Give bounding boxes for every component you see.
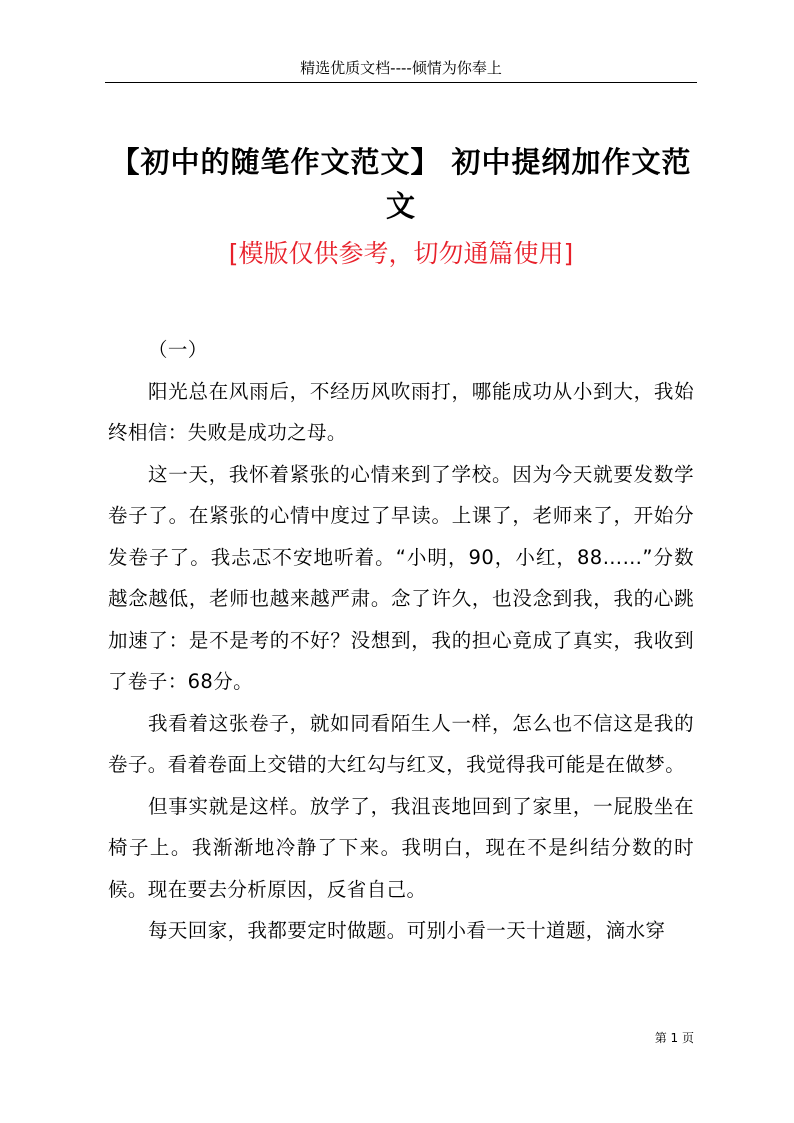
section-heading: （一） (148, 338, 208, 361)
document-body (108, 329, 694, 952)
page-number: 第 1 页 (654, 1031, 694, 1045)
document-title: 【初中的随笔作文范文】 初中提纲加作文范文 (110, 145, 692, 223)
body-paragraph: 但事实就是这样。放学了，我沮丧地回到了家里，一屁股坐在椅子上。我渐渐地冷静了下来。我明白，现在不是纠结分数的时候。现在要去分析原因，反省自己。 (108, 794, 694, 901)
body-paragraph: 阳光总在风雨后，不经历风吹雨打，哪能成功从小到大，我始终相信：失败是成功之母。 (108, 379, 694, 444)
body-paragraph: 这一天，我怀着紧张的心情来到了学校。因为今天就要发数学卷子了。在紧张的心情中度过了早读。上课了，老师来了，开始分发卷子了。我忐忑不安地听着。“小明，90，小红，88……”分数越念越低，老师也越来越严肃。念了许久，也没念到我，我的心跳加速了：是不是考的不好？没想到，我的担心竟成了真实，我收到了卷子：68分。 (108, 462, 694, 693)
header-divider (105, 82, 697, 83)
page-header: 精选优质文档----倾情为你奉上 (300, 59, 502, 77)
body-paragraph: 每天回家，我都要定时做题。可别小看一天十道题，滴水穿 (148, 919, 666, 942)
body-paragraph: 我看着这张卷子，就如同看陌生人一样，怎么也不信这是我的卷子。看着卷面上交错的大红勾与红叉，我觉得我可能是在做梦。 (108, 711, 694, 776)
template-notice: [模版仅供参考，切勿通篇使用] (228, 239, 574, 268)
